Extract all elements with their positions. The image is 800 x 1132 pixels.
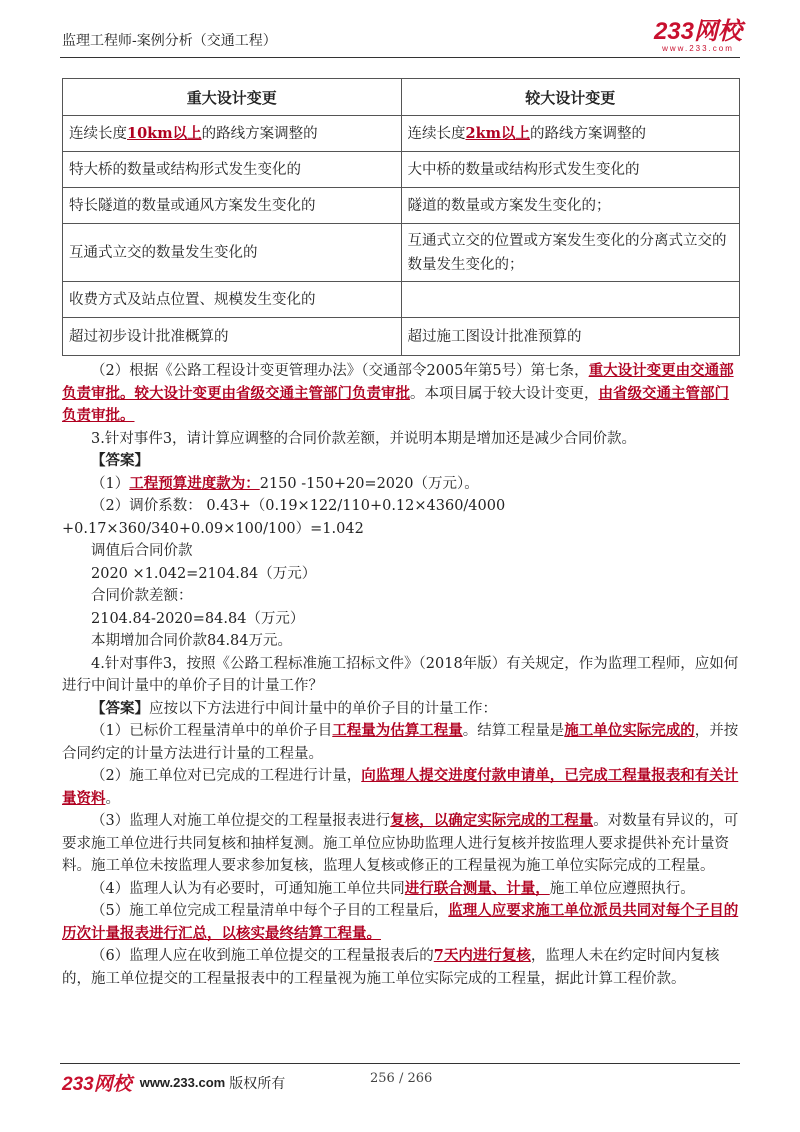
answer-4-intro: 【答案】应按以下方法进行中间计量中的单价子目的计量工作： xyxy=(91,699,497,717)
footer-rights: 版权所有 xyxy=(229,1075,286,1092)
page-header-title: 监理工程师-案例分析（交通工程） xyxy=(62,33,277,49)
table-cell: 超过初步设计批准概算的 xyxy=(63,318,402,356)
footer-site-link[interactable]: www.233.com xyxy=(139,1075,226,1090)
answer-4-item-3: （3）监理人对施工单位提交的工程量报表进行复核，以确定实际完成的工程量。对数量有异议的，可要求施工单位进行共同复核和抽样复测。施工单位应协助监理人进行复核并按监理人要求提供补充计量资料。施工单位未按监理人要求参加复核，监理人复核或修正的工程量视为施工单位实际完成的工程量。 xyxy=(62,812,739,874)
paragraph-approval: （2）根据《公路工程设计变更管理办法》（交通部令2005年第5号）第七条，重大设计变更由交通部负责审批。较大设计变更由省级交通主管部门负责审批。本项目属于较大设计变更，由省级交通主管部门负责审批。 xyxy=(62,362,734,424)
design-change-table xyxy=(62,78,740,356)
answer-content xyxy=(62,360,742,990)
question-4: 4.针对事件3，按照《公路工程标准施工招标文件》（2018年版）有关规定，作为监理工程师，应如何进行中间计量中的单价子目的计量工作？ xyxy=(62,655,739,694)
page-footer xyxy=(62,1069,285,1096)
answer-3-line-8: 本期增加合同价款84.84万元。 xyxy=(91,633,293,649)
table-row xyxy=(63,282,740,318)
column-header-major: 重大设计变更 xyxy=(63,79,402,116)
table-cell: 互通式立交的数量发生变化的 xyxy=(63,224,402,282)
answer-4-item-2: （2）施工单位对已完成的工程进行计量，向监理人提交进度付款申请单，已完成工程量报表和有关计量资料。 xyxy=(62,767,739,807)
answer-4-item-1: （1）已标价工程量清单中的单价子目工程量为估算工程量。结算工程量是施工单位实际完成的，并按合同约定的计量方法进行计量的工程量。 xyxy=(62,722,739,762)
column-header-larger: 较大设计变更 xyxy=(401,79,740,116)
answer-4-item-5: （5）施工单位完成工程量清单中每个子目的工程量后，监理人应要求施工单位派员共同对每个子目的历次计量报表进行汇总，以核实最终结算工程量。 xyxy=(62,902,739,942)
table-row xyxy=(63,224,740,282)
table-row xyxy=(63,318,740,356)
brand-logo-text: 233网校 xyxy=(653,18,742,45)
table-cell: 互通式立交的位置或方案发生变化的分离式立交的数量发生变化的； xyxy=(401,224,740,282)
answer-4-item-6: （6）监理人应在收到施工单位提交的工程量报表后的7天内进行复核，监理人未在约定时间内复核的，施工单位提交的工程量报表中的工程量视为施工单位实际完成的工程量，据此计算工程价款。 xyxy=(62,947,720,987)
table-cell: 隧道的数量或方案发生变化的； xyxy=(401,188,740,224)
answer-3-line-2: （2）调价系数： 0.43+（0.19×122/110+0.12×4360/4000 xyxy=(91,498,506,514)
answer-3-line-7: 2104.84-2020=84.84（万元） xyxy=(91,610,305,627)
table-cell: 大中桥的数量或结构形式发生变化的 xyxy=(401,152,740,188)
footer-divider xyxy=(60,1063,740,1064)
table-row xyxy=(63,152,740,188)
table-row xyxy=(63,188,740,224)
table-cell: 连续长度10km以上的路线方案调整的 xyxy=(63,116,402,152)
table-header-row xyxy=(63,79,740,116)
header-divider xyxy=(60,57,740,58)
answer-3-line-3: +0.17×360/340+0.09×100/100）=1.042 xyxy=(62,520,364,537)
answer-label: 【答案】 xyxy=(91,452,149,469)
page-number: 256 / 266 xyxy=(370,1071,433,1086)
table-cell: 特长隧道的数量或通风方案发生变化的 xyxy=(63,188,402,224)
answer-3-line-1: （1）工程预算进度款为：2150 -150+20=2020（万元）。 xyxy=(91,474,479,492)
answer-3-line-6: 合同价款差额： xyxy=(91,588,193,604)
table-cell: 收费方式及站点位置、规模发生变化的 xyxy=(63,282,402,318)
question-3: 3.针对事件3，请计算应调整的合同价款差额，并说明本期是增加还是减少合同价款。 xyxy=(91,430,637,447)
brand-logo xyxy=(654,20,742,53)
footer-logo: 233网校 xyxy=(62,1074,132,1095)
table-row xyxy=(63,116,740,152)
table-cell xyxy=(401,282,740,318)
answer-4-item-4: （4）监理人认为有必要时，可通知施工单位共同进行联合测量、计量，施工单位应遵照执行。 xyxy=(91,879,695,897)
table-cell: 连续长度2km以上的路线方案调整的 xyxy=(401,116,740,152)
brand-logo-url: www.233.com xyxy=(662,44,734,53)
answer-3-line-5: 2020 ×1.042=2104.84（万元） xyxy=(91,565,317,582)
table-cell: 特大桥的数量或结构形式发生变化的 xyxy=(63,152,402,188)
answer-3-line-4: 调值后合同价款 xyxy=(91,543,193,559)
table-cell: 超过施工图设计批准预算的 xyxy=(401,318,740,356)
